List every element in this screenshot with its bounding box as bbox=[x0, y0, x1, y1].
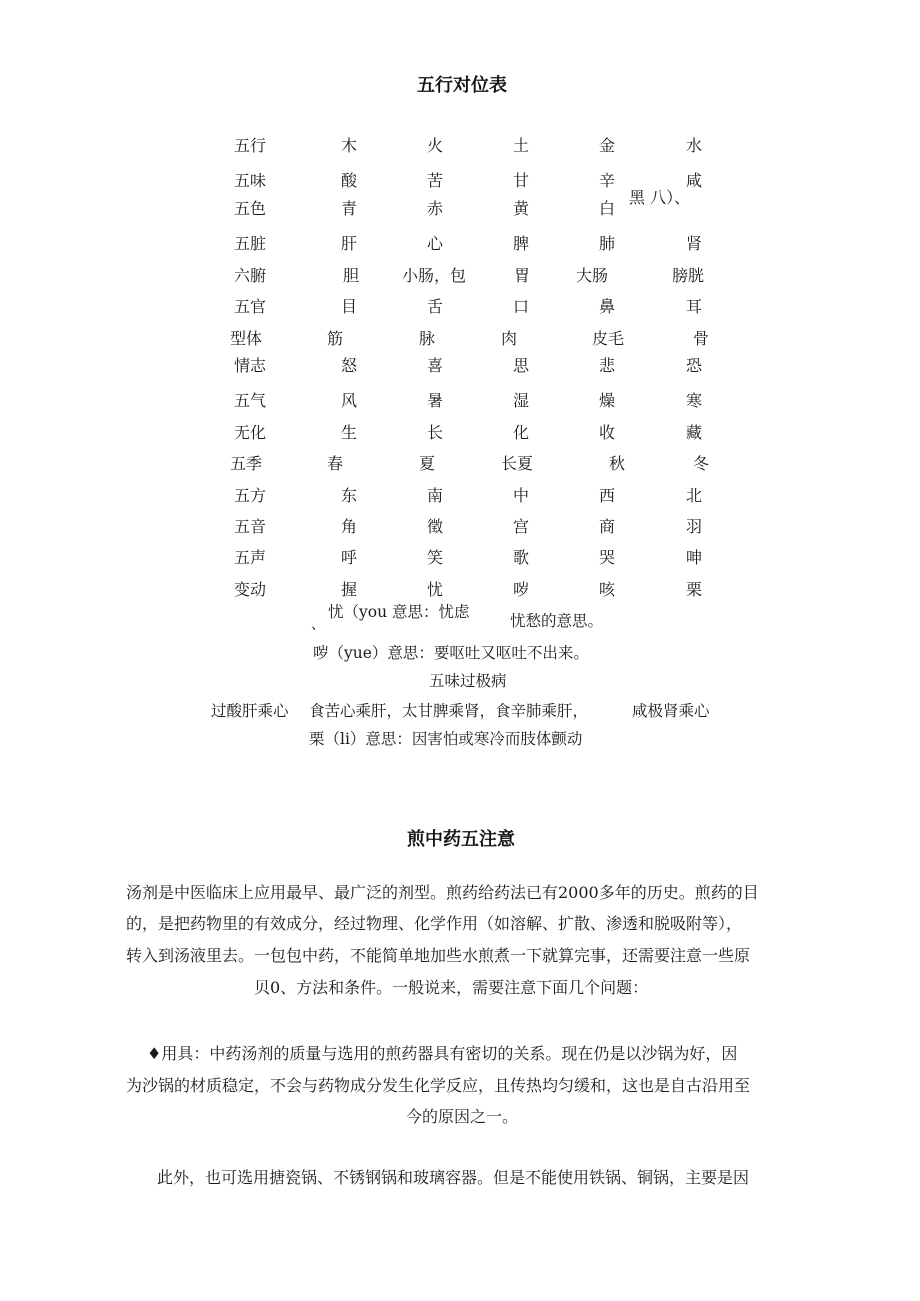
table-cell: 目 bbox=[341, 297, 358, 316]
intro-line: 汤剂是中医临床上应用最早、最广泛的剂型。煎药给药法已有2000多年的历史。煎药的目 bbox=[126, 883, 759, 902]
table-cell: 鼻 bbox=[599, 297, 616, 316]
table-cell: 怒 bbox=[341, 356, 358, 375]
table-cell: 青 bbox=[341, 199, 358, 218]
table-cell: 哕 bbox=[513, 580, 530, 599]
row-label: 五行 bbox=[234, 136, 267, 155]
table-cell: 暑 bbox=[427, 391, 444, 410]
table-cell: 握 bbox=[341, 580, 358, 599]
table-cell: 小肠，包 bbox=[402, 266, 467, 285]
row-label: 五声 bbox=[234, 548, 267, 567]
table-cell: 呼 bbox=[341, 548, 358, 567]
row-label: 五季 bbox=[230, 454, 263, 473]
table-cell: 忧 bbox=[427, 580, 444, 599]
table-cell: 南 bbox=[427, 486, 444, 505]
table-cell: 哭 bbox=[599, 548, 616, 567]
table-cell: 肺 bbox=[599, 234, 616, 253]
table-cell: 藏 bbox=[686, 423, 703, 442]
table-cell: 白 bbox=[599, 199, 616, 218]
table-cell: 呻 bbox=[686, 548, 703, 567]
tools-line: 为沙锅的材质稳定，不会与药物成分发生化学反应，且传热均匀缓和，这也是自古沿用至 bbox=[126, 1076, 751, 1095]
table-cell: 湿 bbox=[513, 391, 530, 410]
table-cell: 羽 bbox=[686, 517, 703, 536]
table-cell: 木 bbox=[341, 136, 358, 155]
overflow-part-b: 食苦心乘肝，太甘脾乘肾，食辛肺乘肝， bbox=[309, 702, 589, 720]
table-cell: 风 bbox=[341, 391, 358, 410]
table-cell: 长 bbox=[427, 423, 444, 442]
table-cell: 长夏 bbox=[501, 454, 534, 473]
table-cell: 肝 bbox=[341, 234, 358, 253]
row-label: 五色 bbox=[234, 199, 267, 218]
section-title: 煎中药五注意 bbox=[407, 829, 515, 850]
tools-line: 今的原因之一。 bbox=[406, 1107, 519, 1126]
intro-line: 贝0、方法和条件。一般说来，需要注意下面几个问题： bbox=[254, 978, 649, 997]
table-cell: 西 bbox=[599, 486, 616, 505]
table-cell: 酸 bbox=[341, 171, 358, 190]
overflow-title: 五味过极病 bbox=[429, 672, 507, 690]
table-cell: 歌 bbox=[513, 548, 530, 567]
table-cell: 口 bbox=[513, 297, 530, 316]
row-label: 六腑 bbox=[234, 266, 267, 285]
row-label: 变动 bbox=[234, 580, 267, 599]
table-cell: 收 bbox=[599, 423, 616, 442]
table-cell: 骨 bbox=[693, 329, 710, 348]
note-you-rest: 忧愁的意思。 bbox=[510, 612, 604, 630]
table-cell: 宫 bbox=[513, 517, 530, 536]
table-cell: 肉 bbox=[501, 329, 518, 348]
table-cell: 商 bbox=[599, 517, 616, 536]
table-cell: 冬 bbox=[693, 454, 710, 473]
table-cell: 生 bbox=[341, 423, 358, 442]
table-cell: 耳 bbox=[686, 297, 703, 316]
row-label: 型体 bbox=[230, 329, 263, 348]
other-line: 此外，也可选用搪瓷锅、不锈钢锅和玻璃容器。但是不能使用铁锅、铜锅，主要是因 bbox=[157, 1168, 750, 1187]
table-cell: 金 bbox=[599, 136, 616, 155]
table-cell: 喜 bbox=[427, 356, 444, 375]
table-cell: 化 bbox=[513, 423, 530, 442]
black-overflow-note: 黑 八）、 bbox=[629, 188, 691, 207]
table-cell: 胆 bbox=[343, 266, 360, 285]
overflow-part-a: 过酸肝乘心 bbox=[211, 702, 289, 720]
table-cell: 思 bbox=[513, 356, 530, 375]
intro-line: 转入到汤液里去。一包包中药，不能简单地加些水煎煮一下就算完事，还需要注意一些原 bbox=[126, 946, 751, 965]
table-cell: 燥 bbox=[599, 391, 616, 410]
overflow-part-c: 咸极肾乘心 bbox=[632, 702, 710, 720]
table-cell: 秋 bbox=[609, 454, 626, 473]
note-you-tick: 、 bbox=[311, 617, 325, 633]
table-cell: 火 bbox=[427, 136, 444, 155]
table-cell: 咳 bbox=[599, 580, 616, 599]
table-cell: 脾 bbox=[513, 234, 530, 253]
table-cell: 膀胱 bbox=[672, 266, 705, 285]
row-label: 五官 bbox=[234, 297, 267, 316]
row-label: 无化 bbox=[234, 423, 267, 442]
table-cell: 恐 bbox=[686, 356, 703, 375]
table-cell: 徵 bbox=[427, 517, 444, 536]
intro-line: 的，是把药物里的有效成分，经过物理、化学作用（如溶解、扩散、渗透和脱吸附等）， bbox=[126, 914, 743, 933]
table-cell: 筋 bbox=[327, 329, 344, 348]
table-cell: 苦 bbox=[427, 171, 444, 190]
table-cell: 大肠 bbox=[576, 266, 609, 285]
row-label: 五气 bbox=[234, 391, 267, 410]
tools-line: ♦用具：中药汤剂的质量与选用的煎药器具有密切的关系。现在仍是以沙锅为好，因 bbox=[147, 1044, 738, 1063]
row-label: 五方 bbox=[234, 486, 267, 505]
table-cell: 北 bbox=[686, 486, 703, 505]
table-cell: 心 bbox=[427, 234, 444, 253]
table-cell: 辛 bbox=[599, 171, 616, 190]
table-cell: 悲 bbox=[599, 356, 616, 375]
table-cell: 土 bbox=[513, 136, 530, 155]
table-cell: 脉 bbox=[419, 329, 436, 348]
table-cell: 舌 bbox=[427, 297, 444, 316]
table-cell: 黄 bbox=[513, 199, 530, 218]
table-cell: 角 bbox=[341, 517, 358, 536]
table-cell: 肾 bbox=[686, 234, 703, 253]
table-cell: 笑 bbox=[427, 548, 444, 567]
row-label: 五味 bbox=[234, 171, 267, 190]
table-cell: 寒 bbox=[686, 391, 703, 410]
table-cell: 中 bbox=[513, 486, 530, 505]
table-cell: 栗 bbox=[686, 580, 703, 599]
note-you-term: 忧（you 意思：忧虑 bbox=[328, 603, 470, 621]
table-cell: 春 bbox=[327, 454, 344, 473]
table-cell: 夏 bbox=[419, 454, 436, 473]
table-cell: 赤 bbox=[427, 199, 444, 218]
note-yue: 哕（yue）意思：要呕吐又呕吐不出来。 bbox=[313, 644, 589, 662]
note-li: 栗（li）意思：因害怕或寒冷而肢体颤动 bbox=[309, 730, 583, 748]
table-cell: 皮毛 bbox=[592, 329, 625, 348]
page-title: 五行对位表 bbox=[417, 75, 507, 96]
table-cell: 胃 bbox=[514, 266, 531, 285]
row-label: 五脏 bbox=[234, 234, 267, 253]
table-cell: 咸 bbox=[686, 171, 703, 190]
row-label: 五音 bbox=[234, 517, 267, 536]
table-cell: 东 bbox=[341, 486, 358, 505]
table-cell: 水 bbox=[686, 136, 703, 155]
row-label: 情志 bbox=[234, 356, 267, 375]
table-cell: 甘 bbox=[513, 171, 530, 190]
